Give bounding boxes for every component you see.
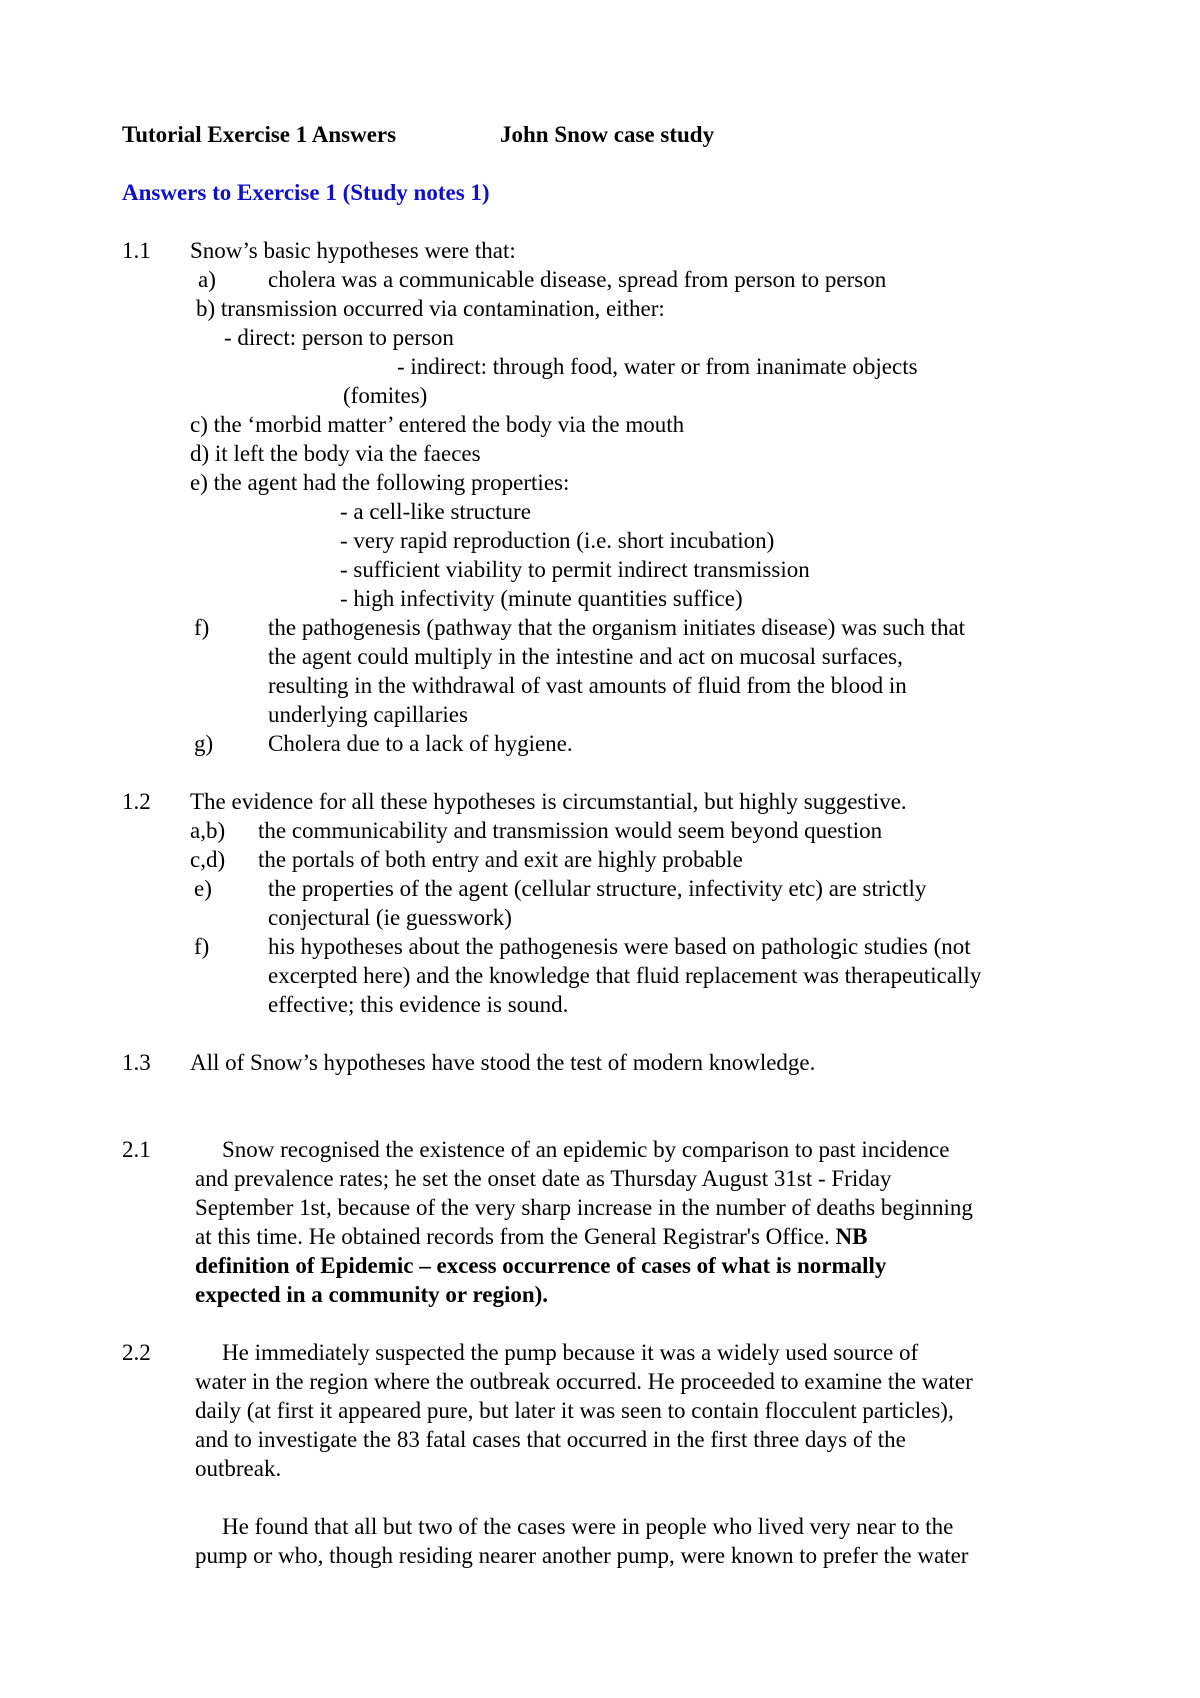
list-item-text: - a cell-like structure bbox=[340, 499, 531, 524]
list-item-text: his hypotheses about the pathogenesis were based on pathologic studies (not bbox=[268, 934, 971, 959]
paragraph-text: Snow’s basic hypotheses were that: bbox=[190, 238, 516, 263]
paragraph-text: He immediately suspected the pump because it was a widely used source of bbox=[222, 1340, 919, 1365]
paragraph-text: He found that all but two of the cases were in people who lived very near to the bbox=[222, 1514, 954, 1539]
question-number: 1.1 bbox=[122, 238, 151, 263]
list-marker: a,b) bbox=[190, 818, 226, 843]
paragraph-text: and to investigate the 83 fatal cases that occurred in the first three days of the bbox=[195, 1427, 906, 1452]
list-item-text: cholera was a communicable disease, spread from person to person bbox=[268, 267, 887, 292]
list-marker: c,d) bbox=[190, 847, 226, 872]
question-number: 1.2 bbox=[122, 789, 151, 814]
list-marker: e) bbox=[194, 876, 212, 901]
definition-text: definition of Epidemic – excess occurrence of cases of what is normally bbox=[195, 1253, 887, 1278]
list-item-text: the properties of the agent (cellular structure, infectivity etc) are strictly bbox=[268, 876, 927, 901]
list-item-text: - high infectivity (minute quantities suffice) bbox=[340, 586, 743, 611]
paragraph-text: daily (at first it appeared pure, but later it was seen to contain flocculent particles), bbox=[195, 1398, 954, 1423]
paragraph-text: pump or who, though residing nearer another pump, were known to prefer the water bbox=[195, 1543, 969, 1568]
paragraph-text: at this time. He obtained records from the General Registrar's Office. bbox=[195, 1224, 836, 1249]
paragraph-text: September 1st, because of the very sharp increase in the number of deaths beginning bbox=[195, 1195, 973, 1220]
list-item-text: excerpted here) and the knowledge that fluid replacement was therapeutically bbox=[268, 963, 982, 988]
list-item-text: the communicability and transmission would seem beyond question bbox=[258, 818, 883, 843]
paragraph-text bbox=[195, 1222, 867, 1251]
list-item-text: - indirect: through food, water or from inanimate objects bbox=[397, 354, 918, 379]
list-item-text: Cholera due to a lack of hygiene. bbox=[268, 731, 573, 756]
section-heading: Answers to Exercise 1 (Study notes 1) bbox=[122, 180, 490, 205]
paragraph-text: outbreak. bbox=[195, 1456, 282, 1481]
list-item-text: - sufficient viability to permit indirect transmission bbox=[340, 557, 810, 582]
list-item-text: - direct: person to person bbox=[224, 325, 454, 350]
list-marker: f) bbox=[194, 934, 210, 959]
list-item-text: the portals of both entry and exit are highly probable bbox=[258, 847, 743, 872]
document-subtitle: John Snow case study bbox=[500, 122, 715, 147]
list-marker: g) bbox=[194, 731, 214, 756]
document-title: Tutorial Exercise 1 Answers bbox=[122, 122, 397, 147]
list-item-text: resulting in the withdrawal of vast amounts of fluid from the blood in bbox=[268, 673, 907, 698]
note-label: NB bbox=[835, 1224, 868, 1249]
list-item-text: the agent could multiply in the intestine and act on mucosal surfaces, bbox=[268, 644, 903, 669]
list-item-text: - very rapid reproduction (i.e. short incubation) bbox=[340, 528, 775, 553]
list-item-text: underlying capillaries bbox=[268, 702, 468, 727]
list-item-text: e) the agent had the following properties: bbox=[190, 470, 570, 495]
list-item-text: d) it left the body via the faeces bbox=[190, 441, 481, 466]
paragraph-text: Snow recognised the existence of an epidemic by comparison to past incidence bbox=[222, 1137, 950, 1162]
list-marker: f) bbox=[194, 615, 210, 640]
paragraph-text: and prevalence rates; he set the onset date as Thursday August 31st - Friday bbox=[195, 1166, 892, 1191]
paragraph-text: All of Snow’s hypotheses have stood the test of modern knowledge. bbox=[190, 1050, 816, 1075]
question-number: 2.1 bbox=[122, 1137, 151, 1162]
list-marker: a) bbox=[198, 267, 216, 292]
list-item-text: (fomites) bbox=[343, 383, 428, 408]
paragraph-text: water in the region where the outbreak occurred. He proceeded to examine the water bbox=[195, 1369, 973, 1394]
definition-text: expected in a community or region). bbox=[195, 1282, 549, 1307]
list-item-text: conjectural (ie guesswork) bbox=[268, 905, 512, 930]
list-item-text: b) transmission occurred via contamination, either: bbox=[196, 296, 665, 321]
question-number: 2.2 bbox=[122, 1340, 151, 1365]
paragraph-text: The evidence for all these hypotheses is circumstantial, but highly suggestive. bbox=[190, 789, 907, 814]
list-item-text: the pathogenesis (pathway that the organism initiates disease) was such that bbox=[268, 615, 966, 640]
list-item-text: c) the ‘morbid matter’ entered the body via the mouth bbox=[190, 412, 685, 437]
list-item-text: effective; this evidence is sound. bbox=[268, 992, 569, 1017]
question-number: 1.3 bbox=[122, 1050, 151, 1075]
